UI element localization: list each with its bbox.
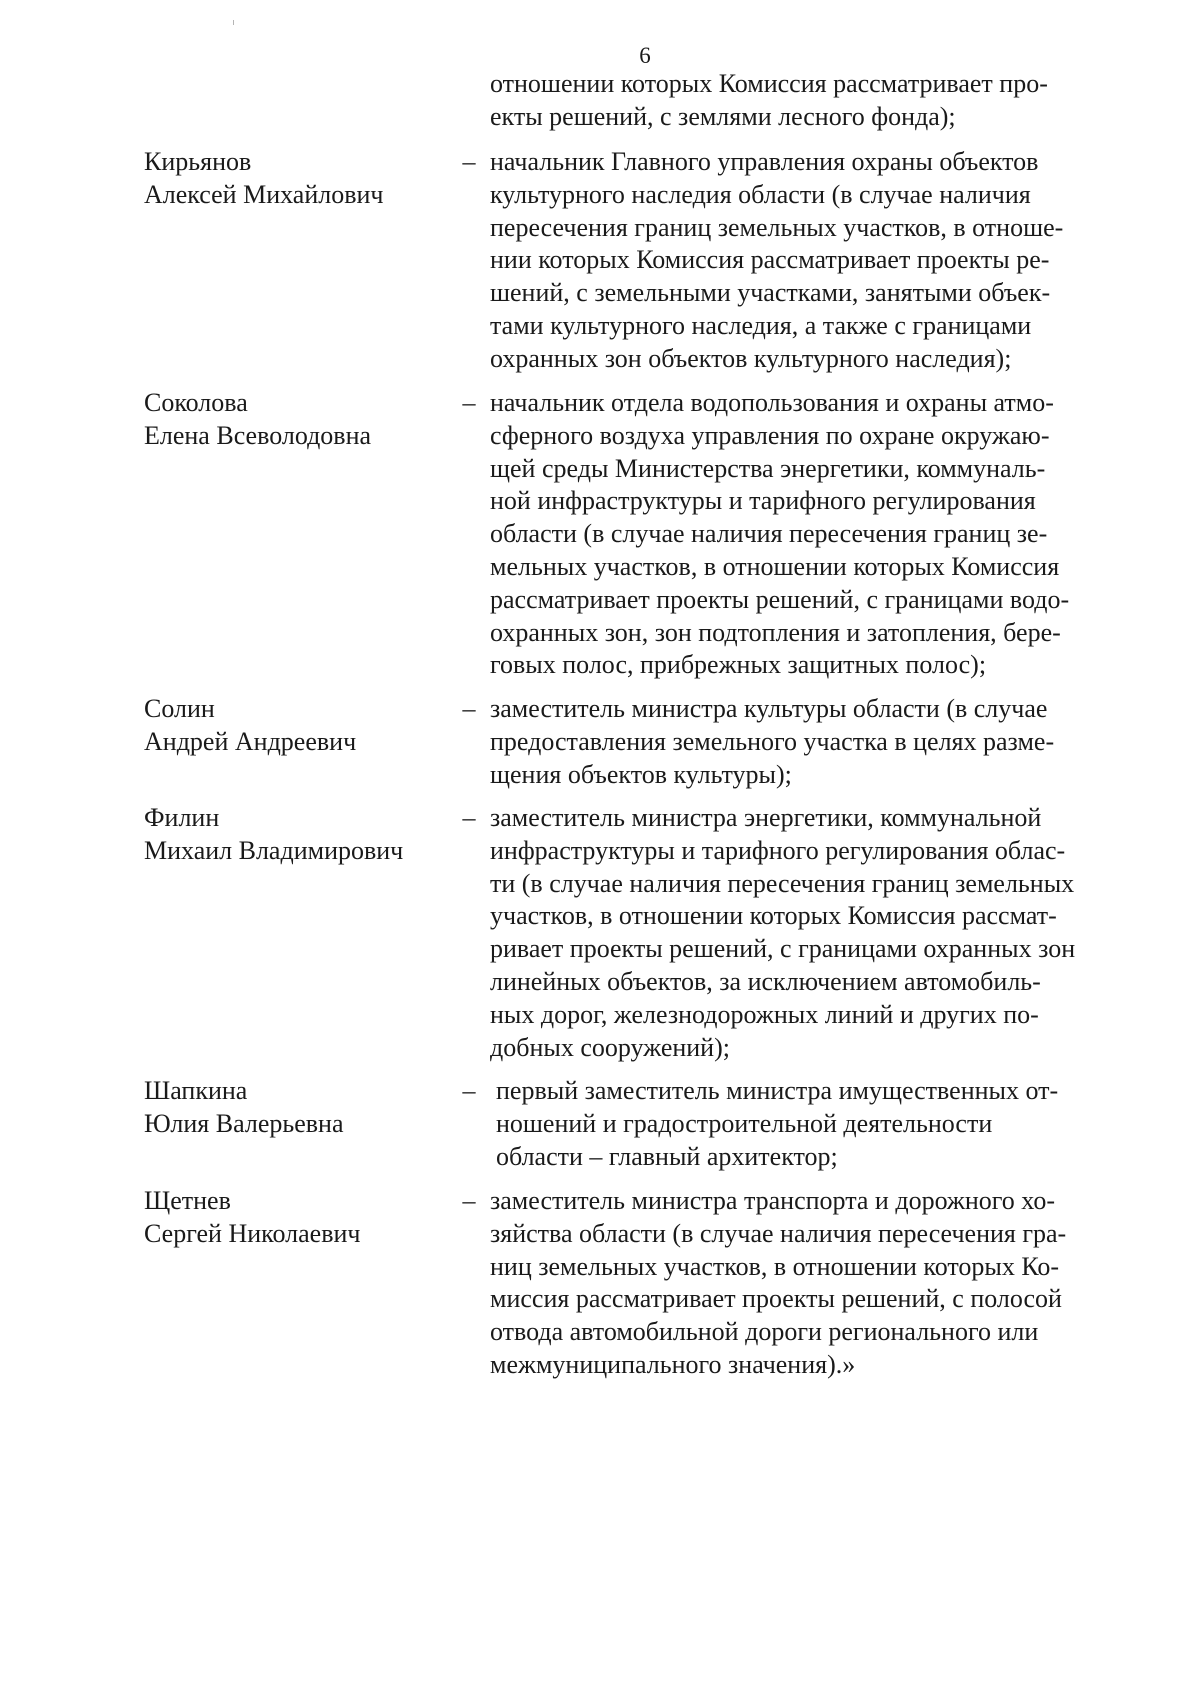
text-line: ривает проекты решений, с границами охранных зон: [490, 934, 1076, 964]
text-line: отвода автомобильной дороги регионального или: [490, 1317, 1039, 1347]
text-line: рассматривает проекты решений, с границами водо-: [490, 584, 1070, 614]
text-line: говых полос, прибрежных защитных полос);: [490, 650, 987, 680]
member-given-name: Сергей Николаевич: [144, 1218, 361, 1248]
text-line: щей среды Министерства энергетики, коммуналь-: [490, 453, 1046, 483]
text-line: линейных объектов, за исключением автомобиль-: [490, 966, 1041, 996]
scan-artifact-mark: [233, 20, 234, 25]
text-line: охранных зон, зон подтопления и затопления, бере-: [490, 617, 1061, 647]
member-surname: Солин: [144, 694, 215, 723]
member-name: [144, 802, 464, 868]
member-surname: Соколова: [144, 388, 248, 417]
text-line: ношений и градостроительной деятельности: [496, 1108, 993, 1138]
text-line: культурного наследия области (в случае наличия: [490, 179, 1031, 209]
text-line: заместитель министра культуры области (в случае: [490, 694, 1048, 723]
page-number: 6: [639, 43, 651, 68]
member-name: [144, 1185, 464, 1251]
text-line: отношении которых Комиссия рассматривает про-: [490, 69, 1048, 98]
text-line: пересечения границ земельных участков, в отноше-: [490, 212, 1064, 242]
member-name: [144, 693, 464, 759]
text-line: екты решений, с землями лесного фонда);: [490, 101, 956, 131]
member-description: [490, 387, 1150, 682]
text-line: тами культурного наследия, а также с границами: [490, 310, 1032, 340]
text-line: ных дорог, железнодорожных линий и других по-: [490, 999, 1039, 1029]
text-line: межмуниципального значения).»: [490, 1349, 856, 1379]
member-surname: Кирьянов: [144, 147, 252, 176]
member-description: [496, 1075, 1156, 1173]
text-line: области – главный архитектор;: [496, 1141, 838, 1171]
text-line: начальник Главного управления охраны объектов: [490, 147, 1039, 176]
dash-separator: –: [462, 388, 476, 417]
member-description: [490, 693, 1150, 791]
text-line: сферного воздуха управления по охране окружаю-: [490, 420, 1050, 450]
member-given-name: Михаил Владимирович: [144, 835, 404, 865]
member-name: [144, 387, 464, 453]
text-line: добных сооружений);: [490, 1032, 730, 1062]
text-line: шений, с земельными участками, занятыми объек-: [490, 278, 1051, 308]
dash-separator: –: [462, 1186, 476, 1215]
text-line: миссия рассматривает проекты решений, с полосой: [490, 1284, 1062, 1314]
member-name: [144, 1075, 464, 1141]
text-line: охранных зон объектов культурного наследия);: [490, 343, 1012, 373]
member-surname: Щетнев: [144, 1186, 231, 1215]
text-line: предоставления земельного участка в целях разме-: [490, 726, 1055, 756]
member-description: [490, 1185, 1150, 1382]
text-line: инфраструктуры и тарифного регулирования облас-: [490, 835, 1066, 865]
continuation-text: [490, 68, 1150, 134]
text-line: начальник отдела водопользования и охраны атмо-: [490, 388, 1054, 417]
text-line: первый заместитель министра имущественных от-: [496, 1076, 1059, 1105]
text-line: заместитель министра энергетики, коммунальной: [490, 803, 1042, 832]
dash-separator: –: [462, 1076, 476, 1105]
text-line: ниц земельных участков, в отношении которых Ко-: [490, 1251, 1060, 1281]
member-description: [490, 146, 1150, 376]
text-line: заместитель министра транспорта и дорожного хо-: [490, 1186, 1055, 1215]
dash-separator: –: [462, 147, 476, 176]
member-given-name: Елена Всеволодовна: [144, 420, 372, 450]
member-given-name: Юлия Валерьевна: [144, 1108, 344, 1138]
dash-separator: –: [462, 694, 476, 723]
text-line: зяйства области (в случае наличия пересечения гра-: [490, 1218, 1067, 1248]
member-surname: Филин: [144, 803, 220, 832]
member-surname: Шапкина: [144, 1076, 248, 1105]
dash-separator: –: [462, 803, 476, 832]
text-line: нии которых Комиссия рассматривает проекты ре-: [490, 245, 1050, 275]
member-name: [144, 146, 464, 212]
text-line: щения объектов культуры);: [490, 759, 792, 789]
text-line: ти (в случае наличия пересечения границ земельных: [490, 868, 1075, 898]
member-given-name: Алексей Михайлович: [144, 179, 384, 209]
text-line: ной инфраструктуры и тарифного регулирования: [490, 486, 1036, 516]
member-description: [490, 802, 1150, 1064]
text-line: мельных участков, в отношении которых Комиссия: [490, 551, 1060, 581]
text-line: области (в случае наличия пересечения границ зе-: [490, 519, 1048, 549]
member-given-name: Андрей Андреевич: [144, 726, 357, 756]
text-line: участков, в отношении которых Комиссия рассмат-: [490, 901, 1057, 931]
